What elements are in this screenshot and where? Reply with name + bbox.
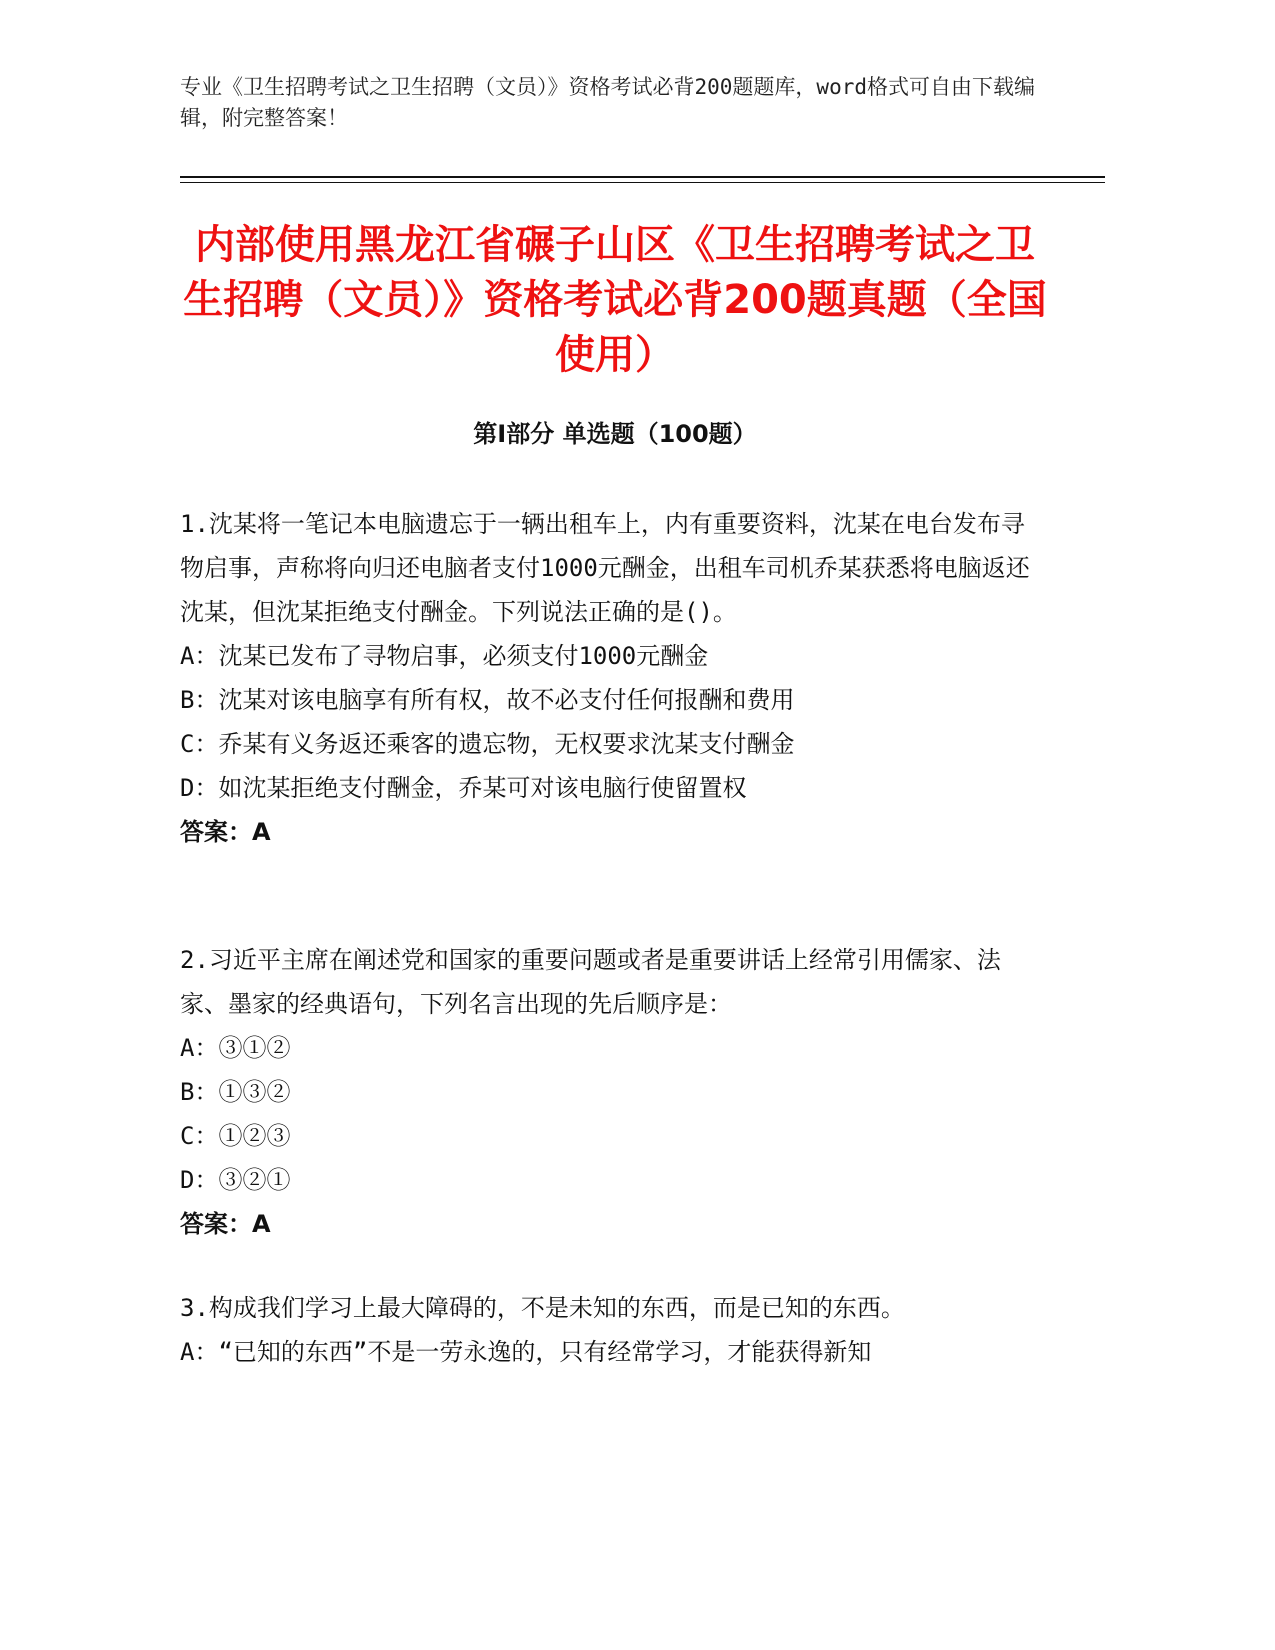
answer-line: 答案：A (180, 818, 271, 846)
header-note: 专业《卫生招聘考试之卫生招聘（文员）》资格考试必背200题题库，word格式可自由下载编辑，附完整答案！ (180, 75, 1035, 130)
header-divider-thin (180, 182, 1105, 183)
option-b: B：沈某对该电脑享有所有权，故不必支付任何报酬和费用 (180, 686, 795, 714)
question-stem: 1.沈某将一笔记本电脑遗忘于一辆出租车上，内有重要资料，沈某在电台发布寻物启事，声称将向归还电脑者支付1000元酬金，出租车司机乔某获悉将电脑返还沈某，但沈某拒绝支付酬金。下列说法正确的是()。 (180, 510, 1030, 626)
section-heading: 第I部分 单选题（100题） (473, 420, 757, 448)
option-a: A：“已知的东西”不是一劳永逸的，只有经常学习，才能获得新知 (180, 1338, 872, 1366)
option-b: B：①③② (180, 1078, 291, 1106)
document-title: 内部使用黑龙江省碾子山区《卫生招聘考试之卫生招聘（文员）》资格考试必背200题真题（全国使用） (183, 222, 1047, 378)
question-3 (180, 1286, 1040, 1374)
option-a: A：③①② (180, 1034, 291, 1062)
option-d: D：③②① (180, 1166, 291, 1194)
option-c: C：乔某有义务返还乘客的遗忘物，无权要求沈某支付酬金 (180, 730, 795, 758)
question-1 (180, 502, 1040, 854)
option-c: C：①②③ (180, 1122, 291, 1150)
question-stem: 2.习近平主席在阐述党和国家的重要问题或者是重要讲话上经常引用儒家、法家、墨家的经典语句，下列名言出现的先后顺序是： (180, 946, 1001, 1018)
question-2 (180, 938, 1040, 1246)
question-stem: 3.构成我们学习上最大障碍的，不是未知的东西，而是已知的东西。 (180, 1294, 905, 1322)
header-divider-thick (180, 176, 1105, 178)
answer-line: 答案：A (180, 1210, 271, 1238)
option-d: D：如沈某拒绝支付酬金，乔某可对该电脑行使留置权 (180, 774, 747, 802)
option-a: A：沈某已发布了寻物启事，必须支付1000元酬金 (180, 642, 709, 670)
